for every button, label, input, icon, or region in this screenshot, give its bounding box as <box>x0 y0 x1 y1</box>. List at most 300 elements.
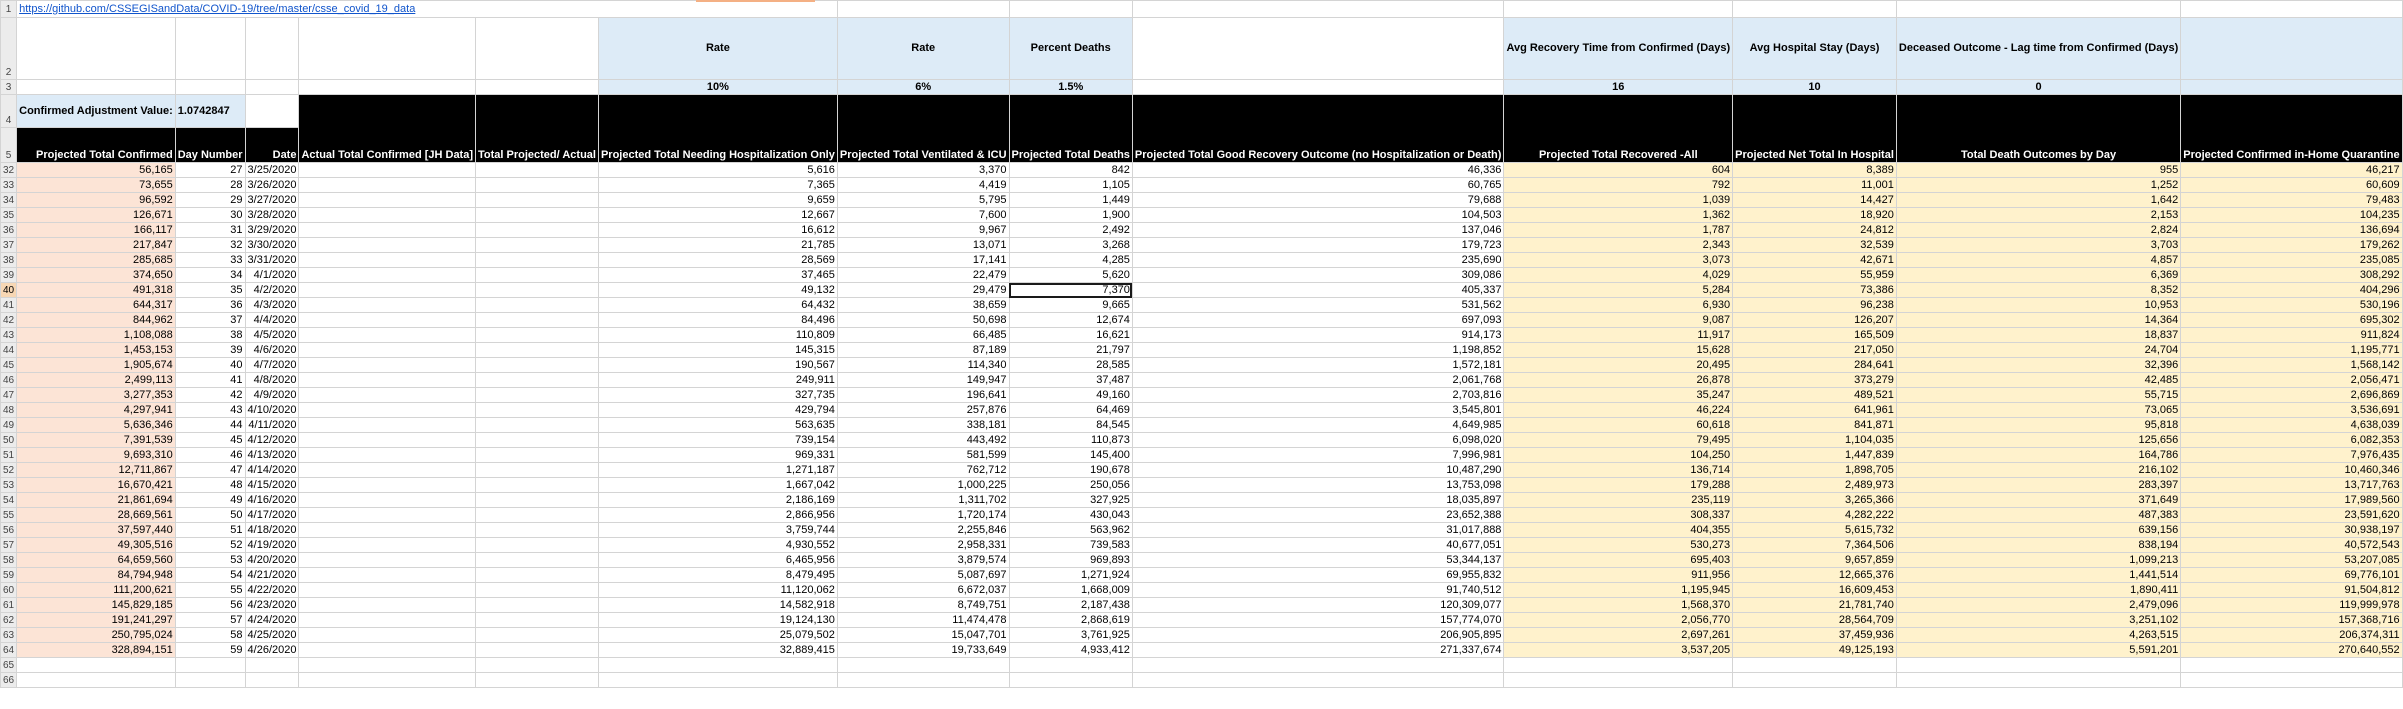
row-header[interactable]: 57 <box>1 538 17 553</box>
cell[interactable]: 32 <box>175 238 245 253</box>
cell[interactable]: 404,355 <box>1504 523 1733 538</box>
cell[interactable]: 3,265,366 <box>1733 493 1897 508</box>
cell[interactable]: 405,337 <box>1132 283 1504 298</box>
row-header[interactable]: 61 <box>1 598 17 613</box>
cell[interactable]: 136,714 <box>1504 463 1733 478</box>
cell[interactable]: 157,774,070 <box>1132 613 1504 628</box>
col-header-day-number[interactable]: Day Number <box>175 128 245 163</box>
cell[interactable]: 18,035,897 <box>1132 493 1504 508</box>
cell[interactable]: 53 <box>175 553 245 568</box>
cell[interactable] <box>476 523 599 538</box>
cell[interactable]: 371,649 <box>1896 493 2180 508</box>
cell[interactable]: 32,889,415 <box>598 643 837 658</box>
cell[interactable]: 60,618 <box>1504 418 1733 433</box>
cell[interactable] <box>476 253 599 268</box>
cell[interactable]: 1,449 <box>1009 193 1132 208</box>
cell[interactable]: 283,397 <box>1896 478 2180 493</box>
cell[interactable]: 216,102 <box>1896 463 2180 478</box>
cell[interactable]: 111,200,621 <box>17 583 176 598</box>
cell[interactable]: 2,056,471 <box>2181 373 2402 388</box>
cell[interactable]: 79,688 <box>1132 193 1504 208</box>
cell[interactable]: 7,600 <box>837 208 1009 223</box>
cell[interactable] <box>476 463 599 478</box>
cell[interactable] <box>299 238 476 253</box>
cell[interactable]: 4/14/2020 <box>245 463 299 478</box>
cell[interactable]: 5,616 <box>598 163 837 178</box>
cell[interactable]: 8,352 <box>1896 283 2180 298</box>
col-header-recovered[interactable]: Projected Total Recovered -All <box>1504 95 1733 163</box>
cell[interactable]: 2,868,619 <box>1009 613 1132 628</box>
cell[interactable]: 42,671 <box>1733 253 1897 268</box>
cell[interactable]: 19,733,649 <box>837 643 1009 658</box>
cell[interactable] <box>476 283 599 298</box>
cell[interactable]: 10,487,290 <box>1132 463 1504 478</box>
cell[interactable]: 12,665,376 <box>1733 568 1897 583</box>
cell[interactable]: 42 <box>175 388 245 403</box>
cell[interactable]: 29 <box>175 193 245 208</box>
cell[interactable]: 35,247 <box>1504 388 1733 403</box>
cell[interactable]: 1,311,702 <box>837 493 1009 508</box>
cell[interactable]: 5,636,346 <box>17 418 176 433</box>
row-header[interactable]: 54 <box>1 493 17 508</box>
cell[interactable]: 37,465 <box>598 268 837 283</box>
cell[interactable]: 84,496 <box>598 313 837 328</box>
cell[interactable] <box>299 568 476 583</box>
cell[interactable]: 4/21/2020 <box>245 568 299 583</box>
cell[interactable]: 12,667 <box>598 208 837 223</box>
cell[interactable]: 7,365 <box>598 178 837 193</box>
cell[interactable] <box>1504 658 1733 673</box>
cell[interactable]: 762,712 <box>837 463 1009 478</box>
cell[interactable]: 16,612 <box>598 223 837 238</box>
cell[interactable] <box>1733 658 1897 673</box>
cell[interactable]: 11,917 <box>1504 328 1733 343</box>
cell[interactable]: 3,251,102 <box>1896 613 2180 628</box>
cell[interactable]: 50 <box>175 508 245 523</box>
cell[interactable]: 530,273 <box>1504 538 1733 553</box>
row-header[interactable]: 63 <box>1 628 17 643</box>
cell[interactable]: 21,781,740 <box>1733 598 1897 613</box>
cell[interactable]: 35 <box>175 283 245 298</box>
cell[interactable] <box>245 658 299 673</box>
cell[interactable]: 8,389 <box>1733 163 1897 178</box>
cell[interactable]: 157,368,716 <box>2181 613 2402 628</box>
cell[interactable]: 60,765 <box>1132 178 1504 193</box>
cell[interactable]: 13,717,763 <box>2181 478 2402 493</box>
cell[interactable] <box>476 553 599 568</box>
cell[interactable]: 969,331 <box>598 448 837 463</box>
cell[interactable]: 250,056 <box>1009 478 1132 493</box>
cell[interactable]: 1,099,213 <box>1896 553 2180 568</box>
cell[interactable]: 235,119 <box>1504 493 1733 508</box>
cell[interactable]: 250,795,024 <box>17 628 176 643</box>
col-header-in-hospital[interactable]: Projected Net Total In Hospital <box>1733 95 1897 163</box>
cell[interactable]: 15,628 <box>1504 343 1733 358</box>
cell[interactable]: 309,086 <box>1132 268 1504 283</box>
cell[interactable]: 1,198,852 <box>1132 343 1504 358</box>
cell[interactable]: 37,487 <box>1009 373 1132 388</box>
cell[interactable] <box>476 358 599 373</box>
cell[interactable]: 165,509 <box>1733 328 1897 343</box>
row-header[interactable]: 62 <box>1 613 17 628</box>
row-header[interactable]: 37 <box>1 238 17 253</box>
cell[interactable]: 308,337 <box>1504 508 1733 523</box>
cell[interactable]: 641,961 <box>1733 403 1897 418</box>
cell[interactable]: 12,674 <box>1009 313 1132 328</box>
cell[interactable]: 95,818 <box>1896 418 2180 433</box>
cell[interactable] <box>476 433 599 448</box>
cell[interactable]: 27 <box>175 163 245 178</box>
cell[interactable] <box>1009 658 1132 673</box>
cell[interactable]: 4,282,222 <box>1733 508 1897 523</box>
cell[interactable]: 270,640,552 <box>2181 643 2402 658</box>
cell[interactable]: 4/26/2020 <box>245 643 299 658</box>
cell[interactable]: 5,284 <box>1504 283 1733 298</box>
cell[interactable]: 50,698 <box>837 313 1009 328</box>
cell[interactable] <box>476 328 599 343</box>
rate1-label[interactable]: Rate <box>598 18 837 80</box>
cell[interactable] <box>476 673 599 688</box>
cell[interactable]: 2,479,096 <box>1896 598 2180 613</box>
cell[interactable] <box>1132 1 1504 18</box>
cell[interactable]: 55,959 <box>1733 268 1897 283</box>
source-link[interactable]: https://github.com/CSSEGISandData/COVID-19/tree/master/csse_covid_19_data <box>17 1 838 18</box>
cell[interactable]: 9,659 <box>598 193 837 208</box>
row-header[interactable]: 38 <box>1 253 17 268</box>
row-header[interactable]: 64 <box>1 643 17 658</box>
cell[interactable]: 4,263,515 <box>1896 628 2180 643</box>
cell[interactable]: 47 <box>175 463 245 478</box>
cell[interactable] <box>299 373 476 388</box>
cell[interactable]: 328,894,151 <box>17 643 176 658</box>
cell[interactable]: 6,465,956 <box>598 553 837 568</box>
cell[interactable]: 841,871 <box>1733 418 1897 433</box>
cell[interactable] <box>1009 673 1132 688</box>
cell[interactable]: 1,453,153 <box>17 343 176 358</box>
cell[interactable]: 3/27/2020 <box>245 193 299 208</box>
rate2-value[interactable]: 6% <box>837 80 1009 95</box>
cell[interactable] <box>1733 673 1897 688</box>
cell[interactable]: 308,292 <box>2181 268 2402 283</box>
cell[interactable] <box>837 1 1009 18</box>
cell[interactable]: 34 <box>175 268 245 283</box>
col-header-date[interactable]: Date <box>245 128 299 163</box>
cell[interactable]: 9,657,859 <box>1733 553 1897 568</box>
cell[interactable]: 40 <box>175 358 245 373</box>
cell[interactable] <box>476 343 599 358</box>
cell[interactable] <box>299 253 476 268</box>
cell[interactable]: 792 <box>1504 178 1733 193</box>
cell[interactable]: 56 <box>175 598 245 613</box>
cell[interactable]: 64,469 <box>1009 403 1132 418</box>
cell[interactable]: 1,642 <box>1896 193 2180 208</box>
cell[interactable] <box>476 238 599 253</box>
cell[interactable]: 24,812 <box>1733 223 1897 238</box>
cell[interactable] <box>299 583 476 598</box>
cell[interactable]: 11,001 <box>1733 178 1897 193</box>
cell[interactable]: 2,958,331 <box>837 538 1009 553</box>
cell[interactable]: 4,285 <box>1009 253 1132 268</box>
cell[interactable]: 91,504,812 <box>2181 583 2402 598</box>
cell[interactable] <box>476 208 599 223</box>
cell[interactable]: 257,876 <box>837 403 1009 418</box>
cell[interactable]: 37,597,440 <box>17 523 176 538</box>
cell[interactable]: 4/15/2020 <box>245 478 299 493</box>
cell[interactable]: 491,318 <box>17 283 176 298</box>
cell[interactable]: 373,279 <box>1733 373 1897 388</box>
cell[interactable]: 49,305,516 <box>17 538 176 553</box>
cell[interactable]: 21,797 <box>1009 343 1132 358</box>
cell[interactable]: 26,878 <box>1504 373 1733 388</box>
cell[interactable]: 16,609,453 <box>1733 583 1897 598</box>
cell[interactable]: 6,082,353 <box>2181 433 2402 448</box>
cell[interactable] <box>476 478 599 493</box>
cell[interactable]: 695,403 <box>1504 553 1733 568</box>
cell[interactable]: 49 <box>175 493 245 508</box>
cell[interactable]: 69,955,832 <box>1132 568 1504 583</box>
cell[interactable]: 2,499,113 <box>17 373 176 388</box>
cell[interactable]: 271,337,674 <box>1132 643 1504 658</box>
cell[interactable]: 4/16/2020 <box>245 493 299 508</box>
cell[interactable]: 196,641 <box>837 388 1009 403</box>
avg-recovery-label[interactable]: Avg Recovery Time from Confirmed (Days) <box>1504 18 1733 80</box>
cell[interactable] <box>299 448 476 463</box>
cell[interactable]: 56,165 <box>17 163 176 178</box>
cell[interactable]: 14,427 <box>1733 193 1897 208</box>
cell[interactable] <box>299 433 476 448</box>
cell[interactable] <box>299 463 476 478</box>
cell[interactable]: 44 <box>175 418 245 433</box>
cell[interactable] <box>598 673 837 688</box>
cell[interactable]: 639,156 <box>1896 523 2180 538</box>
cell[interactable]: 235,690 <box>1132 253 1504 268</box>
cell[interactable]: 55 <box>175 583 245 598</box>
cell[interactable]: 1,252 <box>1896 178 2180 193</box>
cell[interactable]: 217,847 <box>17 238 176 253</box>
cell[interactable]: 55,715 <box>1896 388 2180 403</box>
col-header-hospitalization[interactable]: Projected Total Needing Hospitalization Only <box>598 95 837 163</box>
cell[interactable] <box>299 283 476 298</box>
cell[interactable]: 17,989,560 <box>2181 493 2402 508</box>
row-header[interactable]: 58 <box>1 553 17 568</box>
cell[interactable]: 54 <box>175 568 245 583</box>
cell[interactable]: 404,296 <box>2181 283 2402 298</box>
cell[interactable] <box>476 538 599 553</box>
row-header[interactable]: 46 <box>1 373 17 388</box>
cell[interactable] <box>245 18 299 80</box>
cell[interactable]: 28,585 <box>1009 358 1132 373</box>
cell[interactable] <box>476 18 599 80</box>
cell[interactable]: 530,196 <box>2181 298 2402 313</box>
cell[interactable]: 190,678 <box>1009 463 1132 478</box>
cell[interactable]: 57 <box>175 613 245 628</box>
cell[interactable]: 3,268 <box>1009 238 1132 253</box>
cell[interactable] <box>1504 673 1733 688</box>
col-header-deaths[interactable]: Projected Total Deaths <box>1009 95 1132 163</box>
cell[interactable] <box>837 658 1009 673</box>
cell[interactable]: 38,659 <box>837 298 1009 313</box>
cell[interactable]: 3,545,801 <box>1132 403 1504 418</box>
cell[interactable]: 46,224 <box>1504 403 1733 418</box>
cell[interactable] <box>299 523 476 538</box>
cell[interactable]: 7,391,539 <box>17 433 176 448</box>
cell[interactable]: 2,866,956 <box>598 508 837 523</box>
cell[interactable]: 206,905,895 <box>1132 628 1504 643</box>
cell[interactable]: 14,364 <box>1896 313 2180 328</box>
cell[interactable] <box>1896 658 2180 673</box>
cell[interactable]: 21,785 <box>598 238 837 253</box>
cell[interactable]: 104,235 <box>2181 208 2402 223</box>
cell[interactable]: 84,794,948 <box>17 568 176 583</box>
cell[interactable]: 30 <box>175 208 245 223</box>
cell[interactable]: 18,920 <box>1733 208 1897 223</box>
cell[interactable]: 4/24/2020 <box>245 613 299 628</box>
cell[interactable] <box>299 193 476 208</box>
row-header[interactable]: 45 <box>1 358 17 373</box>
cell[interactable]: 87,189 <box>837 343 1009 358</box>
cell[interactable]: 4/7/2020 <box>245 358 299 373</box>
percent-deaths-value[interactable]: 1.5% <box>1009 80 1132 95</box>
cell[interactable] <box>245 80 299 95</box>
cell[interactable]: 2,489,973 <box>1733 478 1897 493</box>
cell[interactable]: 327,735 <box>598 388 837 403</box>
cell[interactable]: 487,383 <box>1896 508 2180 523</box>
cell[interactable] <box>17 658 176 673</box>
row-header[interactable]: 44 <box>1 343 17 358</box>
cell[interactable] <box>299 658 476 673</box>
cell[interactable]: 9,087 <box>1504 313 1733 328</box>
cell[interactable]: 914,173 <box>1132 328 1504 343</box>
row-header[interactable]: 56 <box>1 523 17 538</box>
cell[interactable] <box>476 598 599 613</box>
cell[interactable]: 4,857 <box>1896 253 2180 268</box>
cell[interactable]: 338,181 <box>837 418 1009 433</box>
cell[interactable]: 20,495 <box>1504 358 1733 373</box>
cell[interactable] <box>2181 658 2402 673</box>
cell[interactable]: 2,824 <box>1896 223 2180 238</box>
cell[interactable]: 16,621 <box>1009 328 1132 343</box>
adjustment-value[interactable]: 1.0742847 <box>175 95 245 128</box>
cell[interactable]: 8,479,495 <box>598 568 837 583</box>
row-header[interactable]: 50 <box>1 433 17 448</box>
cell[interactable]: 443,492 <box>837 433 1009 448</box>
adjustment-label[interactable]: Confirmed Adjustment Value: <box>17 95 176 128</box>
cell[interactable]: 3,537,205 <box>1504 643 1733 658</box>
cell[interactable] <box>299 358 476 373</box>
cell[interactable]: 69,776,101 <box>2181 568 2402 583</box>
cell[interactable] <box>1733 1 1897 18</box>
cell[interactable]: 114,340 <box>837 358 1009 373</box>
cell[interactable]: 46,336 <box>1132 163 1504 178</box>
cell[interactable]: 7,996,981 <box>1132 448 1504 463</box>
cell[interactable]: 11,474,478 <box>837 613 1009 628</box>
cell[interactable]: 126,207 <box>1733 313 1897 328</box>
cell[interactable] <box>476 508 599 523</box>
row-header[interactable]: 2 <box>1 18 17 80</box>
cell[interactable]: 911,824 <box>2181 328 2402 343</box>
row-header[interactable]: 47 <box>1 388 17 403</box>
cell[interactable]: 10,953 <box>1896 298 2180 313</box>
cell[interactable]: 6,672,037 <box>837 583 1009 598</box>
cell[interactable]: 58 <box>175 628 245 643</box>
cell[interactable]: 4/17/2020 <box>245 508 299 523</box>
cell[interactable]: 7,370 <box>1009 283 1132 298</box>
cell[interactable]: 3,879,574 <box>837 553 1009 568</box>
percent-deaths-label[interactable]: Percent Deaths <box>1009 18 1132 80</box>
cell[interactable]: 23,591,620 <box>2181 508 2402 523</box>
cell[interactable]: 1,568,370 <box>1504 598 1733 613</box>
cell[interactable]: 1,905,674 <box>17 358 176 373</box>
deceased-lag-label[interactable]: Deceased Outcome - Lag time from Confirmed (Days) <box>1896 18 2180 80</box>
cell[interactable] <box>476 298 599 313</box>
cell[interactable] <box>175 80 245 95</box>
cell[interactable]: 12,711,867 <box>17 463 176 478</box>
cell[interactable]: 2,255,846 <box>837 523 1009 538</box>
cell[interactable]: 1,568,142 <box>2181 358 2402 373</box>
cell[interactable]: 489,521 <box>1733 388 1897 403</box>
cell[interactable] <box>2181 1 2402 18</box>
cell[interactable] <box>299 478 476 493</box>
cell[interactable] <box>299 208 476 223</box>
cell[interactable]: 2,696,869 <box>2181 388 2402 403</box>
row-header[interactable]: 48 <box>1 403 17 418</box>
cell[interactable]: 110,873 <box>1009 433 1132 448</box>
cell[interactable]: 1,890,411 <box>1896 583 2180 598</box>
cell[interactable]: 217,050 <box>1733 343 1897 358</box>
cell[interactable] <box>299 163 476 178</box>
cell[interactable]: 73,065 <box>1896 403 2180 418</box>
row-header[interactable]: 32 <box>1 163 17 178</box>
cell[interactable]: 695,302 <box>2181 313 2402 328</box>
cell[interactable]: 5,795 <box>837 193 1009 208</box>
cell[interactable]: 190,567 <box>598 358 837 373</box>
cell[interactable]: 36 <box>175 298 245 313</box>
cell[interactable] <box>476 388 599 403</box>
row-header[interactable]: 65 <box>1 658 17 673</box>
cell[interactable] <box>299 628 476 643</box>
cell[interactable] <box>1504 1 1733 18</box>
cell[interactable] <box>299 418 476 433</box>
cell[interactable]: 4/10/2020 <box>245 403 299 418</box>
cell[interactable]: 8,749,751 <box>837 598 1009 613</box>
cell[interactable] <box>299 598 476 613</box>
row-header[interactable]: 42 <box>1 313 17 328</box>
cell[interactable]: 531,562 <box>1132 298 1504 313</box>
row-header[interactable]: 60 <box>1 583 17 598</box>
cell[interactable] <box>476 628 599 643</box>
cell[interactable]: 1,104,035 <box>1733 433 1897 448</box>
cell[interactable]: 4/19/2020 <box>245 538 299 553</box>
cell[interactable]: 3,703 <box>1896 238 2180 253</box>
cell[interactable] <box>476 163 599 178</box>
cell[interactable] <box>476 313 599 328</box>
cell[interactable]: 66,485 <box>837 328 1009 343</box>
cell[interactable]: 46,217 <box>2181 163 2402 178</box>
cell[interactable] <box>1009 1 1132 18</box>
cell[interactable]: 84,545 <box>1009 418 1132 433</box>
row-header[interactable]: 40 <box>1 283 17 298</box>
cell[interactable] <box>476 178 599 193</box>
cell[interactable] <box>299 178 476 193</box>
cell[interactable]: 4/20/2020 <box>245 553 299 568</box>
cell[interactable]: 9,693,310 <box>17 448 176 463</box>
col-header-actual[interactable]: Actual Total Confirmed [JH Data] <box>299 95 476 163</box>
cell[interactable]: 844,962 <box>17 313 176 328</box>
cell[interactable] <box>476 583 599 598</box>
cell[interactable]: 1,441,514 <box>1896 568 2180 583</box>
cell[interactable]: 23,652,388 <box>1132 508 1504 523</box>
cell[interactable] <box>2181 673 2402 688</box>
